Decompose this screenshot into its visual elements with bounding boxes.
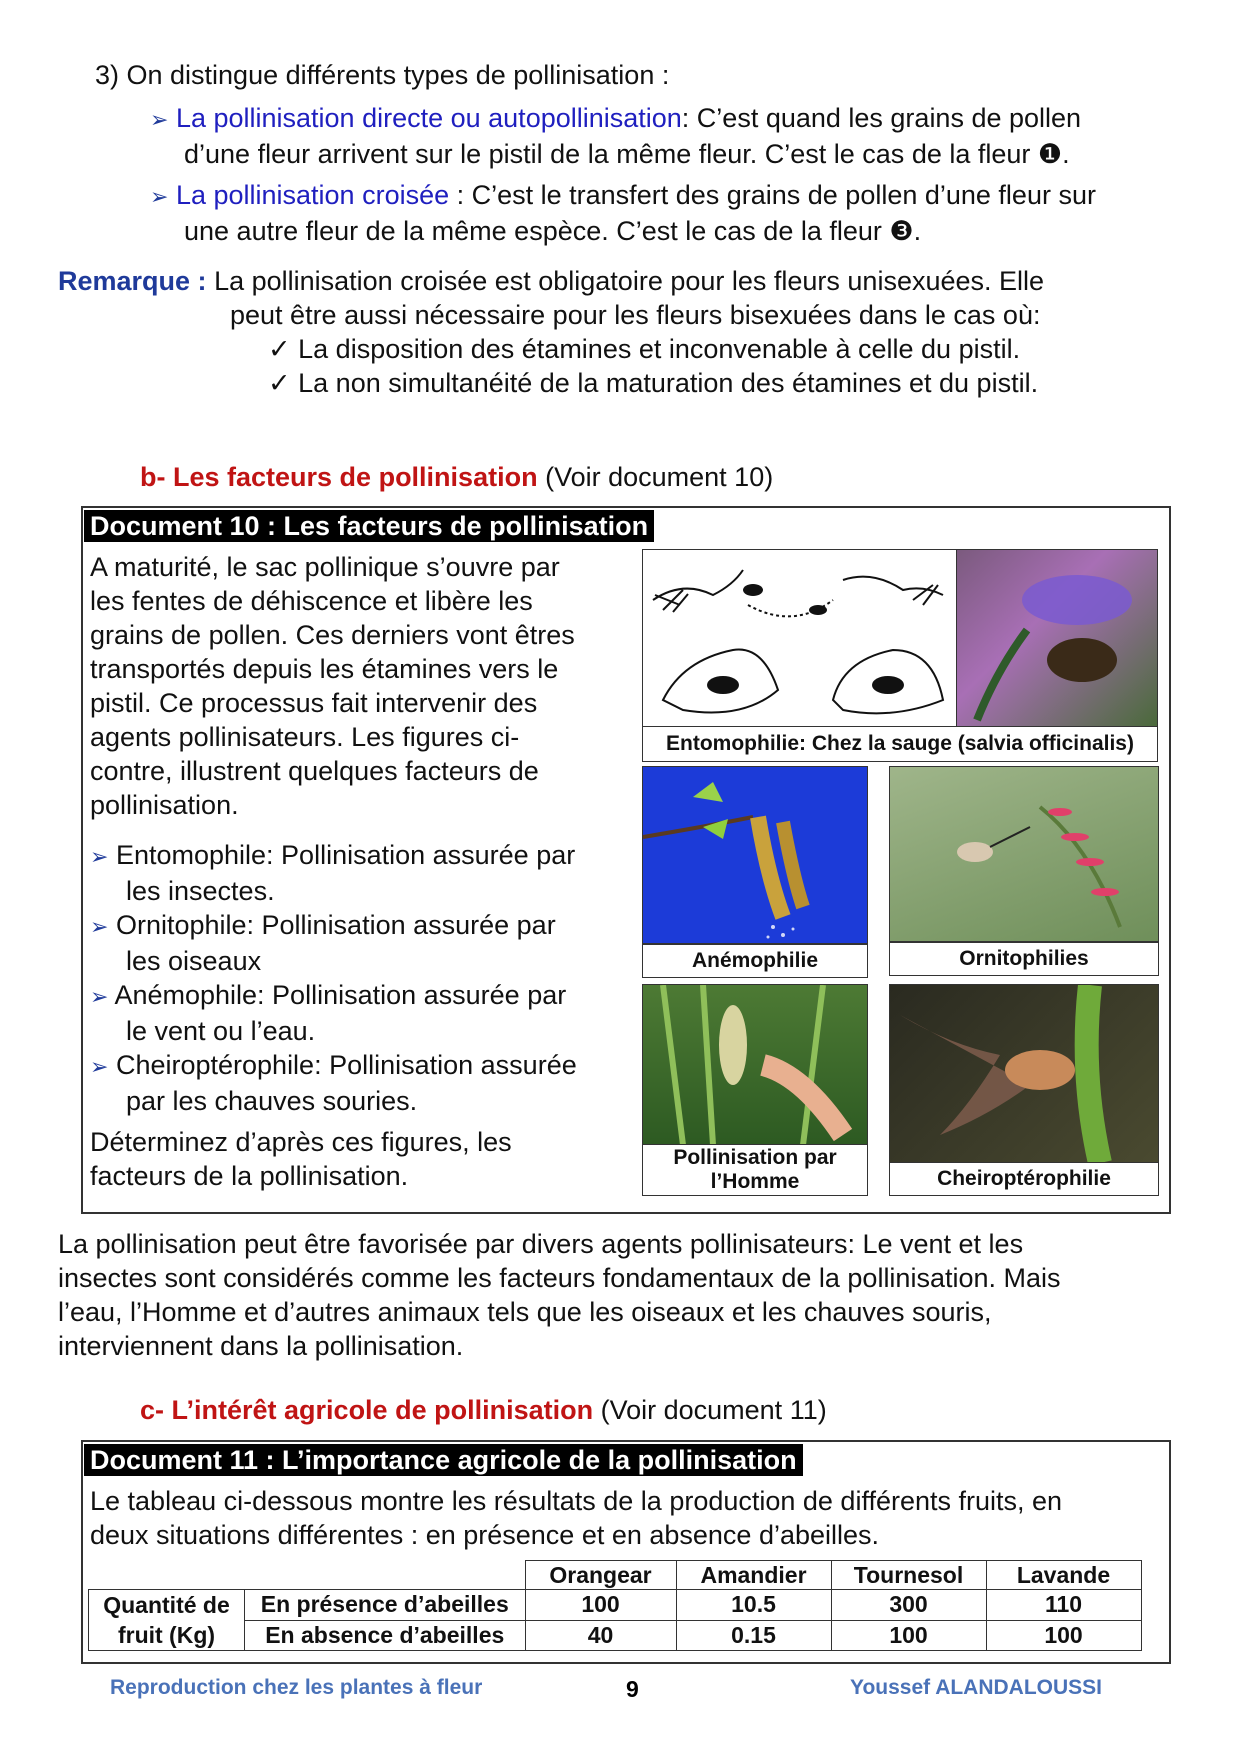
document-10-title: Document 10 : Les facteurs de pollinisation — [84, 510, 654, 542]
caption-homme: Pollinisation par l’Homme — [642, 1144, 868, 1196]
doc10-question: Déterminez d’après ces figures, les facteurs de la pollinisation. — [90, 1127, 512, 1191]
doc10-bullets: ➢ Entomophile: Pollinisation assurée par les insectes. ➢ Ornitophile: Pollinisation assurée par les oiseaux ➢ Anémophile: Pollinisation assurée par le vent ou l’eau. ➢ Cheiroptérophile: Pollinisation assurée par les chauves souries. — [90, 838, 650, 1118]
check-icon: ✓ — [268, 334, 291, 364]
remark-label: Remarque : — [58, 266, 207, 296]
term-cross: La pollinisation croisée — [175, 180, 450, 210]
row-group-label: Quantité de fruit (Kg) — [89, 1590, 245, 1651]
bullet-anemophile: ➢ Anémophile: Pollinisation assurée par — [90, 980, 567, 1010]
bullet-ornitophile: ➢ Ornitophile: Pollinisation assurée par — [90, 910, 556, 940]
text-cross-l2: une autre fleur de la même espèce. C’est le cas de la fleur ❸. — [184, 216, 922, 246]
entomophily-sketch-image — [642, 549, 958, 728]
bullet-cheiropterophile: ➢ Cheiroptérophile: Pollinisation assurée — [90, 1050, 577, 1080]
page-number: 9 — [626, 1676, 639, 1702]
arrow-bullet-icon: ➢ — [90, 984, 109, 1009]
text-direct-l2: d’une fleur arrivent sur le pistil de la même fleur. C’est le cas de la fleur ❶. — [184, 139, 1070, 169]
remark-line2: peut être aussi nécessaire pour les fleurs bisexuées dans le cas où: — [230, 300, 1041, 330]
col-header: Orangear — [525, 1561, 676, 1590]
arrow-bullet-icon: ➢ — [150, 184, 169, 209]
caption-cheiropterophilie: Cheiroptérophilie — [889, 1162, 1159, 1196]
table-row: En absence d’abeilles 40 0.15 100 100 — [89, 1620, 1142, 1651]
pollination-type-cross — [150, 178, 1210, 248]
caption-entomophilie: Entomophilie: Chez la sauge (salvia officinalis) — [642, 726, 1158, 762]
remark-check-2: ✓ La non simultanéité de la maturation des étamines et du pistil. — [268, 368, 1039, 398]
remark-check-1: ✓ La disposition des étamines et inconvenable à celle du pistil. — [268, 334, 1021, 364]
anemophily-photo — [642, 766, 868, 944]
section-heading: 3) On distingue différents types de pollinisation : — [95, 60, 670, 90]
production-table — [88, 1560, 1142, 1651]
col-header: Lavande — [986, 1561, 1141, 1590]
arrow-bullet-icon: ➢ — [90, 844, 109, 869]
text-cross-l1: : C’est le transfert des grains de pollen d’une fleur sur — [449, 180, 1096, 210]
arrow-bullet-icon: ➢ — [90, 1054, 109, 1079]
section-b-title: b- Les facteurs de pollinisation (Voir document 10) — [140, 462, 774, 492]
human-pollination-photo — [642, 984, 868, 1146]
pollination-paragraph: La pollinisation peut être favorisée par divers agents pollinisateurs: Le vent et les insectes sont considérés comme les facteurs fondamentaux de la pollinisation. Mais l’eau, l’Homme et d’autres animaux tels que les oiseaux et les chauves souris, interviennent dans la pollinisation. — [58, 1229, 1061, 1361]
col-header: Tournesol — [831, 1561, 986, 1590]
ornithophily-photo — [889, 766, 1159, 942]
table-row: Quantité de fruit (Kg) En présence d’abeilles 100 10.5 300 110 — [89, 1590, 1142, 1621]
footer-left: Reproduction chez les plantes à fleur — [110, 1676, 483, 1699]
caption-ornitophilies: Ornitophilies — [889, 942, 1159, 976]
bullet-entomophile: ➢ Entomophile: Pollinisation assurée par — [90, 840, 576, 870]
sage-bee-photo — [956, 549, 1158, 728]
caption-anemophilie: Anémophilie — [642, 944, 868, 978]
remark-line1: La pollinisation croisée est obligatoire pour les fleurs unisexuées. Elle — [214, 266, 1045, 296]
bat-pollination-photo — [889, 984, 1159, 1164]
doc10-intro: A maturité, le sac pollinique s’ouvre par les fentes de déhiscence et libère les grains de pollen. Ces derniers vont êtres transportés depuis les étamines vers le pistil. Ce processus fait intervenir des agents pollinisateurs. Les figures ci- contre, illustrent quelques facteurs de pollinisation. — [90, 552, 575, 820]
text-direct-l1: : C’est quand les grains de pollen — [681, 103, 1082, 133]
pollination-type-direct — [150, 101, 1200, 171]
col-header: Amandier — [676, 1561, 831, 1590]
term-direct: La pollinisation directe ou autopollinisation — [175, 103, 682, 133]
document-11-title: Document 11 : L’importance agricole de la pollinisation — [84, 1444, 803, 1476]
remark-block — [58, 264, 1044, 298]
section-c-title: c- L’intérêt agricole de pollinisation (Voir document 11) — [140, 1395, 827, 1425]
arrow-bullet-icon: ➢ — [90, 914, 109, 939]
check-icon: ✓ — [268, 368, 291, 398]
arrow-bullet-icon: ➢ — [150, 107, 169, 132]
footer-author: Youssef ALANDALOUSSI — [850, 1676, 1103, 1699]
doc11-intro: Le tableau ci-dessous montre les résultats de la production de différents fruits, en deux situations différentes : en présence et en absence d’abeilles. — [90, 1486, 1063, 1550]
